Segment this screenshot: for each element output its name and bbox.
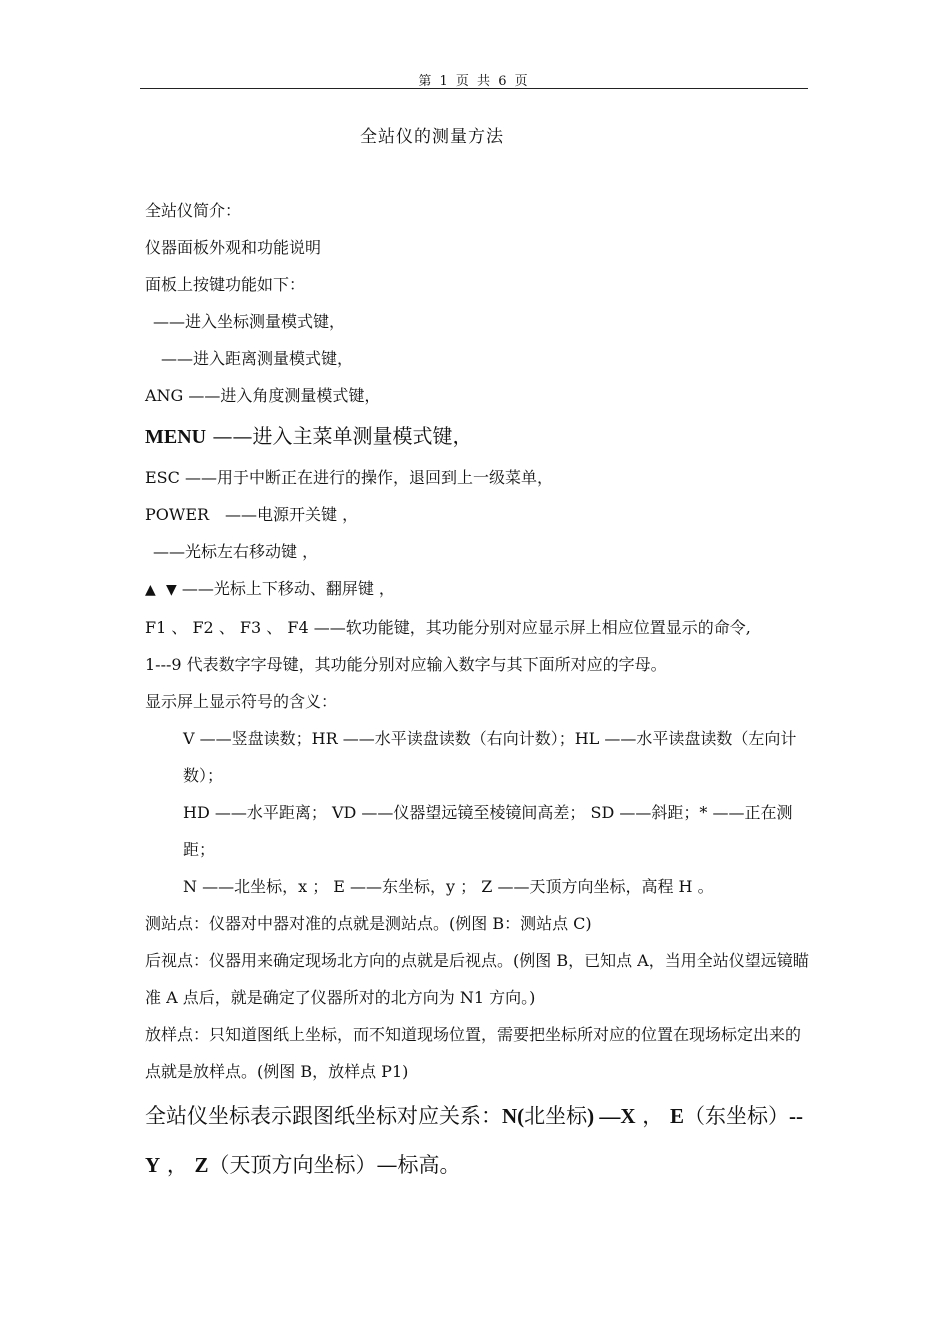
para-coordinate-mapping (145, 1092, 809, 1190)
distance-symbols-text: HD ——水平距离； VD ——仪器望远镜至棱镜间高差； SD ——斜距；* ——正在测距； (183, 803, 793, 859)
line-menu-key (145, 414, 809, 459)
document-title: 全站仪的测量方法 (360, 127, 504, 147)
down-triangle-icon: ▼ (165, 582, 177, 598)
angle-symbols-text: V ——竖盘读数；HR ——水平读盘读数（右向计数）；HL ——水平读盘读数（左向计数）； (183, 729, 797, 785)
para-backsight-point: 后视点：仪器用来确定现场北方向的点就是后视点。(例图 B，已知点 A，当用全站仪望远镜瞄准 A 点后，就是确定了仪器所对的北方向为 N1 方向。) (145, 951, 809, 1007)
line-intro: 全站仪简介： (145, 201, 242, 220)
mapping-sep-2: ， (160, 1153, 195, 1177)
line-coord-symbols: N ——北坐标，x ； E ——东坐标，y ； Z ——天顶方向坐标，高程 H 。 (183, 877, 714, 896)
line-numkeys: 1---9 代表数字字母键，其功能分别对应输入数字与其下面所对应的字母。 (145, 655, 667, 674)
mapping-n-text: 北坐标 (524, 1104, 588, 1128)
line-fkeys: F1 、 F2 、 F3 、 F4 ——软功能键，其功能分别对应显示屏上相应位置显示的命令, (145, 618, 751, 637)
line-keys-heading: 面板上按键功能如下： (145, 275, 306, 294)
up-triangle-icon: ▲ (145, 582, 156, 598)
menu-key-desc: ——进入主菜单测量模式键， (206, 424, 473, 448)
mapping-e: E (669, 1104, 684, 1128)
menu-key-label: MENU (145, 426, 207, 448)
line-symbols-heading: 显示屏上显示符号的含义： (145, 692, 338, 711)
para-angle-symbols (145, 720, 809, 794)
header-rule (140, 88, 808, 89)
document-body (145, 192, 809, 1190)
para-distance-symbols (145, 794, 809, 868)
line-dist-key: ——进入距离测量模式键， (161, 349, 354, 368)
mapping-n-x: ) —X (587, 1104, 636, 1128)
para-stakeout-point: 放样点：只知道图纸上坐标，而不知道现场位置，需要把坐标所对应的位置在现场标定出来的点就是放样点。(例图 B，放样点 P1) (145, 1025, 802, 1081)
line-cursor-lr-key: ——光标左右移动键 ， (153, 542, 319, 561)
line-station-point: 测站点：仪器对中器对准的点就是测站点。(例图 B：测站点 C) (145, 914, 592, 933)
line-panel-desc: 仪器面板外观和功能说明 (145, 238, 322, 257)
mapping-sep-1: ， (635, 1104, 670, 1128)
mapping-z: Z (194, 1153, 209, 1177)
mapping-z-text: （天顶方向坐标）—标高。 (208, 1153, 461, 1177)
cursor-ud-desc: ——光标上下移动、翻屏键 ， (176, 579, 395, 598)
line-cursor-ud-key (145, 570, 809, 609)
mapping-intro: 全站仪坐标表示跟图纸坐标对应关系： (145, 1104, 502, 1128)
page-header: 第 1 页 共 6 页 (418, 74, 530, 89)
mapping-n: N( (502, 1104, 525, 1128)
mapping-e-text: （东坐标） (683, 1104, 789, 1128)
line-coord-key: ——进入坐标测量模式键， (153, 312, 346, 331)
mapping-e-y: --Y (145, 1104, 803, 1177)
line-esc-key: ESC ——用于中断正在进行的操作，退回到上一级菜单， (145, 468, 553, 487)
line-power-key: POWER ——电源开关键 ， (145, 505, 359, 524)
line-ang-key: ANG ——进入角度测量模式键， (145, 386, 381, 405)
